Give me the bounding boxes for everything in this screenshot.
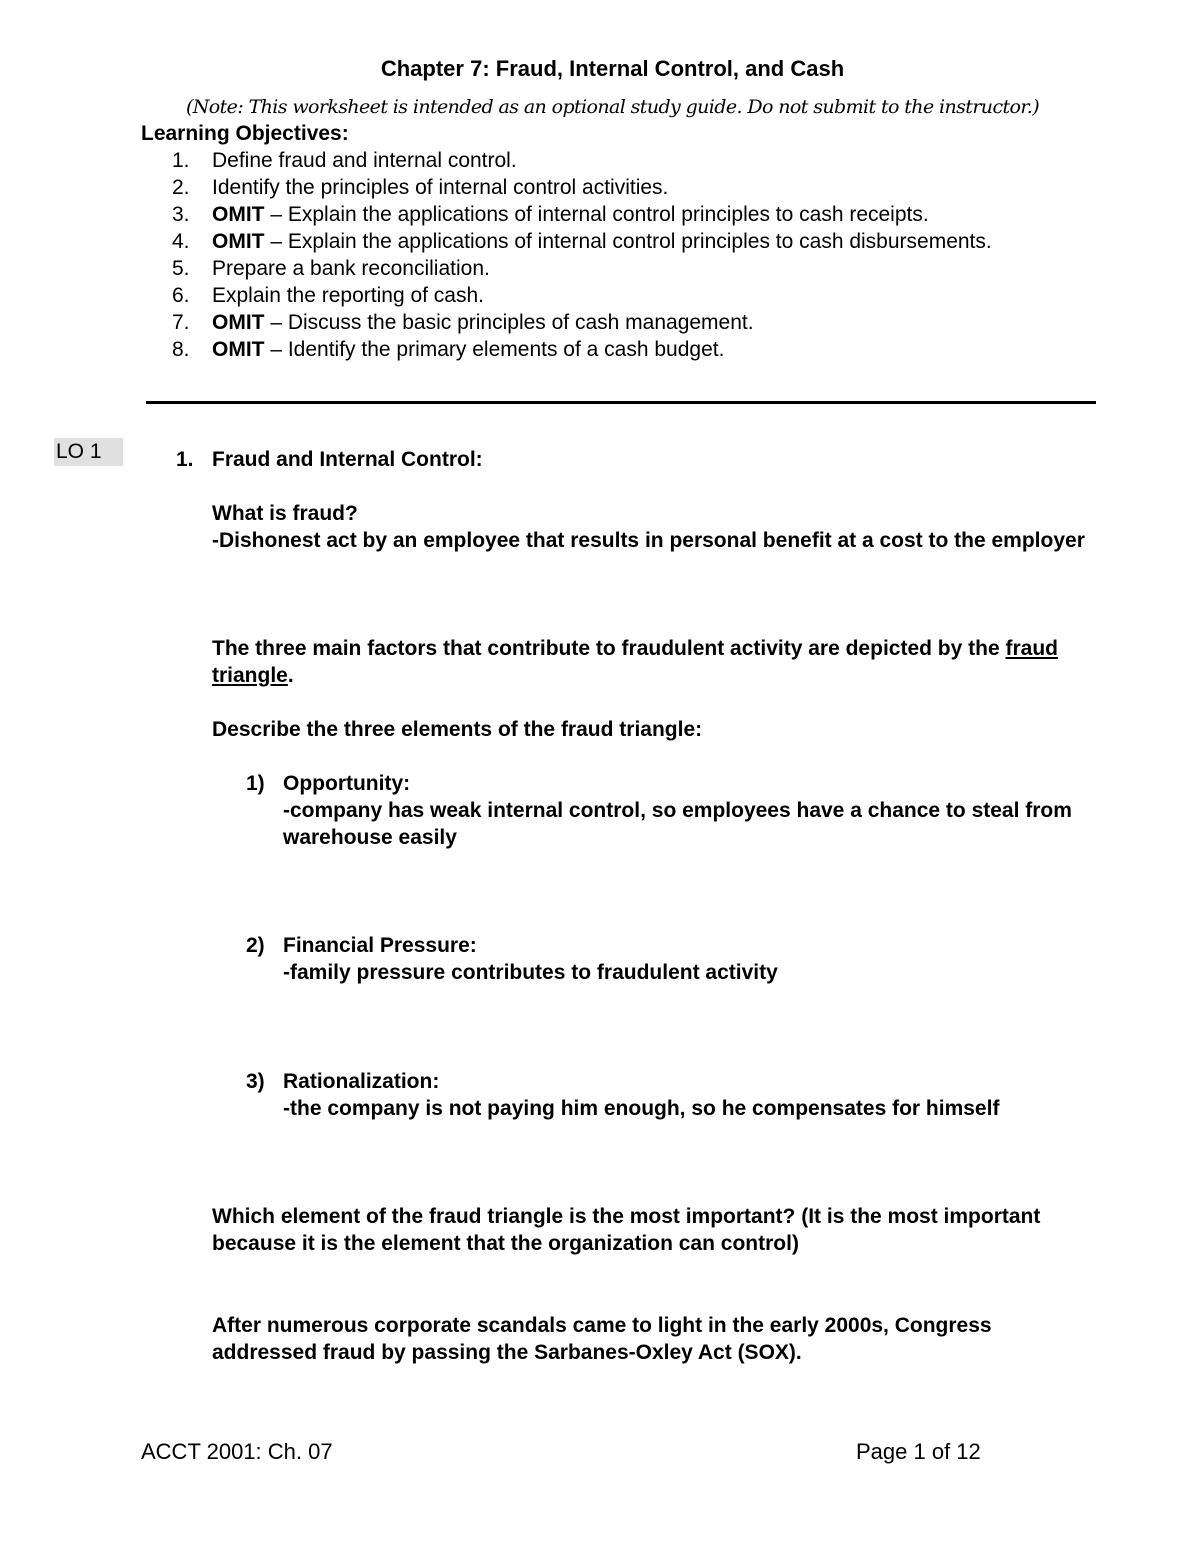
objective-item: 2. Identify the principles of internal control activities.: [172, 176, 669, 199]
element-answer-rationalization: -the company is not paying him enough, so he compensates for himself: [283, 1097, 1000, 1120]
objective-item: 5. Prepare a bank reconciliation.: [172, 257, 490, 280]
element-label-financial-pressure: Financial Pressure:: [283, 934, 477, 957]
element-label-opportunity: Opportunity:: [283, 772, 411, 795]
section-divider: [146, 401, 1096, 404]
objective-item: 8. OMIT – Identify the primary elements of a cash budget.: [172, 338, 725, 361]
study-guide-note: (Note: This worksheet is intended as an optional study guide. Do not submit to the instructor.): [185, 96, 1040, 118]
most-important-question: Which element of the fraud triangle is the most important? (It is the most important because it is the element that the organization can control): [212, 1205, 1041, 1255]
answer-what-is-fraud: -Dishonest act by an employee that results in personal benefit at a cost to the employer: [212, 529, 1085, 552]
footer-page-number: Page 1 of 12: [856, 1439, 981, 1464]
element-number: 1): [246, 772, 265, 795]
section-number: 1.: [176, 448, 194, 471]
footer-course: ACCT 2001: Ch. 07: [141, 1439, 333, 1464]
objective-item: 3. OMIT – Explain the applications of internal control principles to cash receipts.: [172, 203, 929, 226]
learning-objectives-heading: Learning Objectives:: [141, 122, 349, 145]
sox-statement: After numerous corporate scandals came to light in the early 2000s, Congress addressed fraud by passing the Sarbanes-Oxley Act (SOX).: [212, 1314, 992, 1364]
objective-item: 7. OMIT – Discuss the basic principles of cash management.: [172, 311, 754, 334]
fraud-triangle-intro: The three main factors that contribute to fraudulent activity are depicted by the fraud triangle.: [212, 637, 1058, 687]
objective-item: 4. OMIT – Explain the applications of internal control principles to cash disbursements.: [172, 230, 992, 253]
element-answer-opportunity: -company has weak internal control, so employees have a chance to steal from warehouse easily: [283, 799, 1072, 849]
element-number: 2): [246, 934, 265, 957]
objective-item: 6. Explain the reporting of cash.: [172, 284, 484, 307]
element-number: 3): [246, 1070, 265, 1093]
learning-objectives-list: [172, 147, 1072, 363]
describe-prompt: Describe the three elements of the fraud triangle:: [212, 718, 703, 741]
fraud-triangle-term: fraud triangle: [212, 637, 1058, 687]
element-label-rationalization: Rationalization:: [283, 1070, 440, 1093]
question-what-is-fraud: What is fraud?: [212, 502, 358, 525]
document-title: Chapter 7: Fraud, Internal Control, and Cash: [380, 56, 845, 81]
lo-badge: LO 1: [54, 438, 123, 466]
section-title: Fraud and Internal Control:: [212, 448, 483, 471]
objective-item: 1. Define fraud and internal control.: [172, 149, 517, 172]
element-answer-financial-pressure: -family pressure contributes to fraudulent activity: [283, 961, 778, 984]
